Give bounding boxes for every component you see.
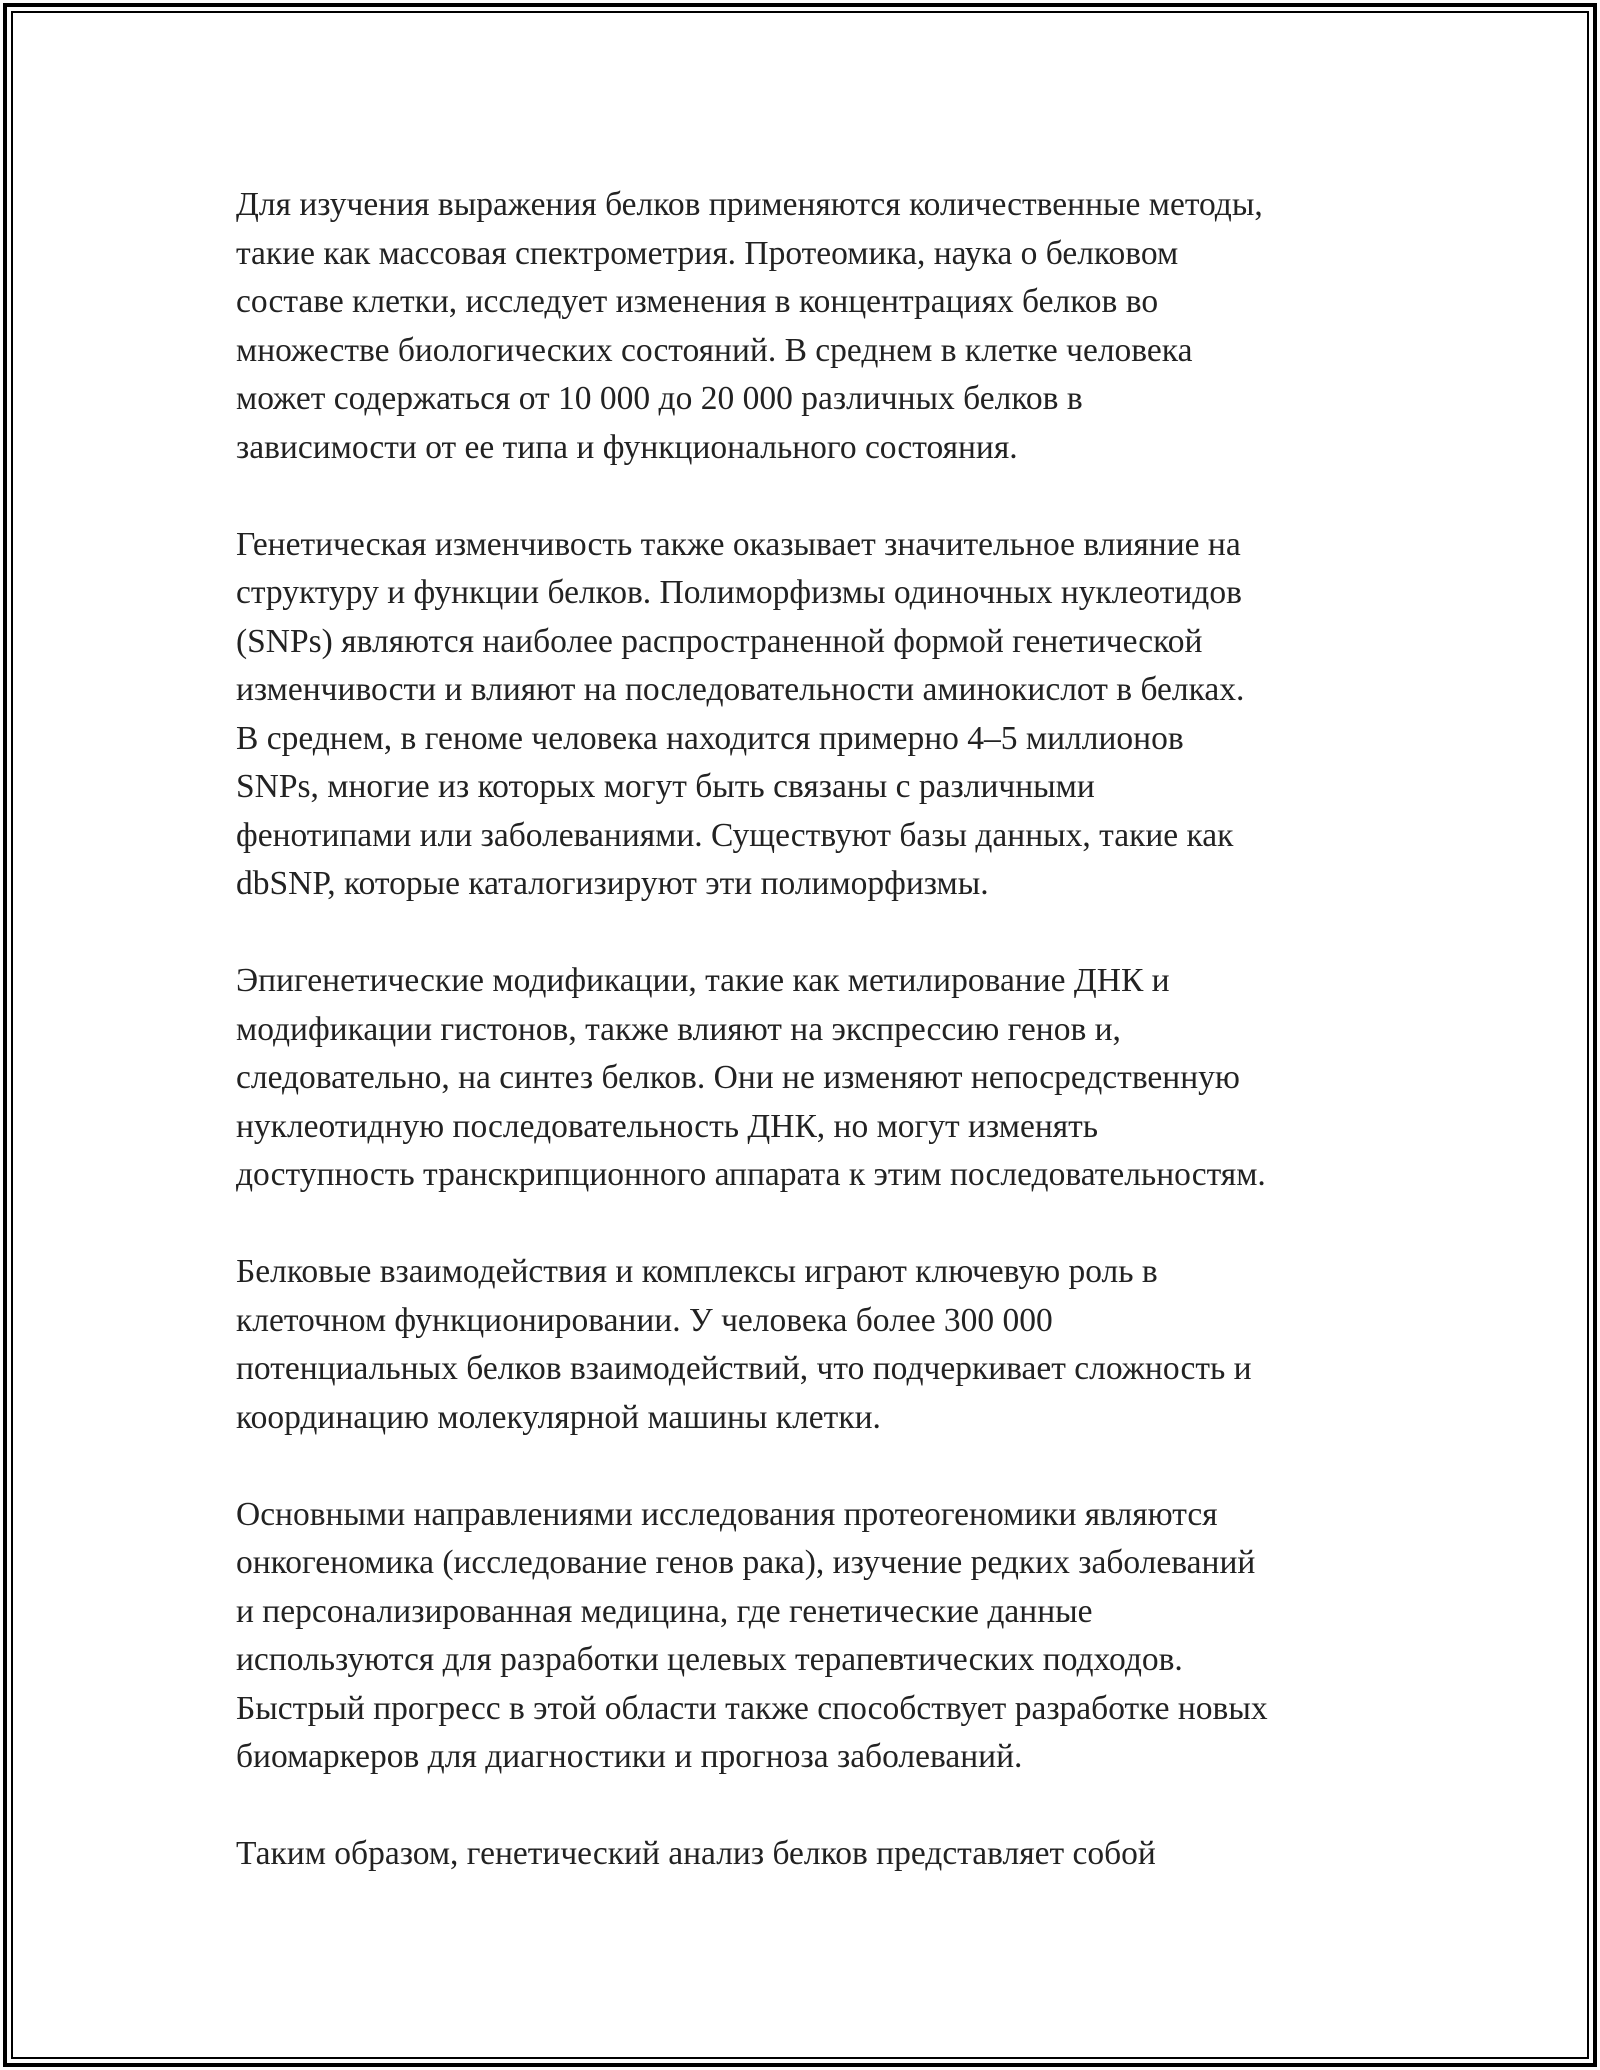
text-line: такие как массовая спектрометрия. Протеомика, наука о белковом — [236, 234, 1179, 272]
text-line: онкогеномика (исследование генов рака), изучение редких заболеваний — [236, 1544, 1256, 1581]
text-line: SNPs, многие из которых могут быть связаны с различными — [236, 768, 1095, 805]
text-line: изменчивости и влияют на последовательности аминокислот в белках. — [236, 671, 1245, 708]
text-line: модификации гистонов, также влияют на экспрессию генов и, — [236, 1010, 1121, 1048]
text-line: структуру и функции белков. Полиморфизмы одиночных нуклеотидов — [236, 574, 1242, 611]
text-line: (SNPs) являются наиболее распространенной формой генетической — [236, 622, 1203, 660]
paragraph-conclusion — [236, 1830, 1386, 1879]
text-line: Для изучения выражения белков применяются количественные методы, — [236, 186, 1263, 223]
text-line: доступность транскрипционного аппарата к этим последовательностям. — [236, 1156, 1266, 1193]
text-line: координацию молекулярной машины клетки. — [236, 1398, 881, 1436]
paragraph-epigenetic-modifications — [236, 957, 1386, 1200]
text-line: зависимости от ее типа и функционального состояния. — [236, 428, 1018, 466]
paragraph-proteogenomics-directions — [236, 1491, 1386, 1782]
paragraph-protein-interactions — [236, 1248, 1386, 1442]
text-line: dbSNP, которые каталогизируют эти полиморфизмы. — [236, 865, 989, 902]
text-line: следовательно, на синтез белков. Они не изменяют непосредственную — [236, 1059, 1240, 1096]
text-line: нуклеотидную последовательность ДНК, но могут изменять — [236, 1107, 1099, 1145]
text-line: Быстрый прогресс в этой области также способствует разработке новых — [236, 1689, 1268, 1727]
text-line: Таким образом, генетический анализ белков представляет собой — [236, 1835, 1156, 1872]
document-body — [236, 181, 1386, 1879]
text-line: Эпигенетические модификации, такие как метилирование ДНК и — [236, 962, 1170, 999]
text-line: фенотипами или заболеваниями. Существуют базы данных, такие как — [236, 816, 1234, 854]
text-line: множестве биологических состояний. В среднем в клетке человека — [236, 331, 1193, 369]
text-line: составе клетки, исследует изменения в концентрациях белков во — [236, 283, 1159, 320]
text-line: биомаркеров для диагностики и прогноза заболеваний. — [236, 1738, 1023, 1775]
text-line: потенциальных белков взаимодействий, что подчеркивает сложность и — [236, 1350, 1252, 1387]
text-line: клеточном функционировании. У человека более 300 000 — [236, 1301, 1053, 1339]
text-line: и персонализированная медицина, где генетические данные — [236, 1592, 1093, 1630]
text-line: Основными направлениями исследования протеогеномики являются — [236, 1495, 1218, 1533]
text-line: используются для разработки целевых терапевтических подходов. — [236, 1641, 1183, 1678]
text-line: Генетическая изменчивость также оказывает значительное влияние на — [236, 525, 1241, 563]
text-line: В среднем, в геноме человека находится примерно 4–5 миллионов — [236, 719, 1184, 757]
text-line: Белковые взаимодействия и комплексы играют ключевую роль в — [236, 1253, 1158, 1290]
paragraph-genetic-variability — [236, 521, 1386, 909]
text-line: может содержаться от 10 000 до 20 000 различных белков в — [236, 380, 1083, 417]
paragraph-protein-expression — [236, 181, 1386, 472]
